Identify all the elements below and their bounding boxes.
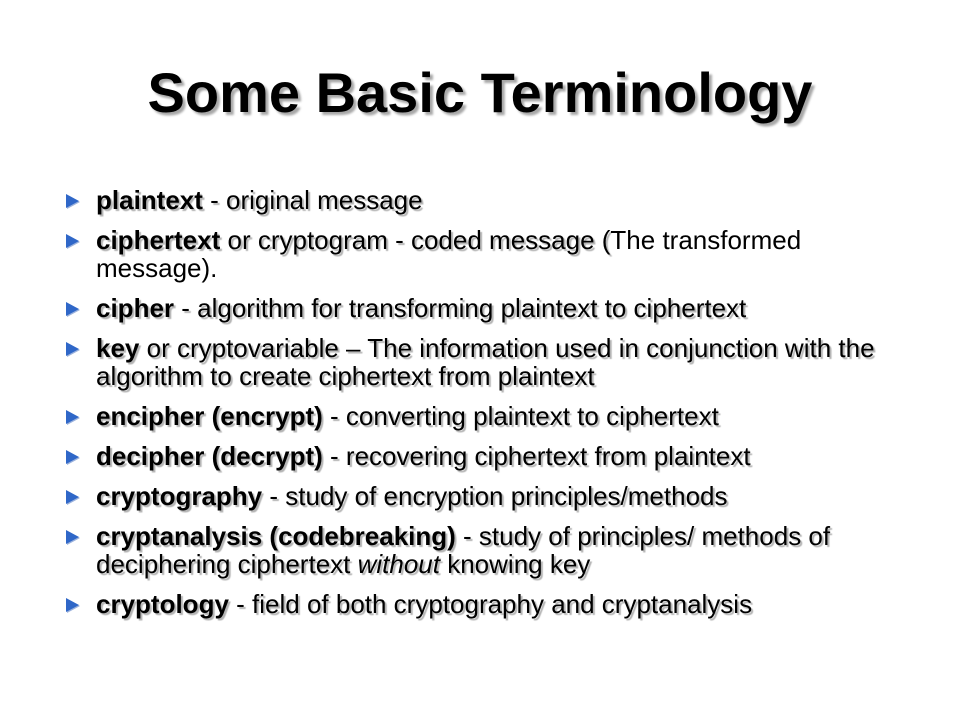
definition: - original message bbox=[202, 185, 423, 215]
definition: - recovering ciphertext from plaintext bbox=[322, 441, 751, 471]
definition-tail: knowing key bbox=[440, 549, 591, 579]
term: encipher (encrypt) bbox=[96, 401, 323, 431]
terminology-list bbox=[62, 186, 912, 630]
list-item-cryptography bbox=[62, 482, 912, 510]
definition: - study of principles/ methods of deciphering ciphertext bbox=[96, 521, 831, 579]
arrow-bullet-icon bbox=[66, 530, 79, 544]
arrow-bullet-icon bbox=[66, 490, 79, 504]
term: ciphertext bbox=[96, 225, 221, 255]
arrow-bullet-icon bbox=[66, 194, 79, 208]
arrow-bullet-icon bbox=[66, 410, 79, 424]
list-item-cryptanalysis bbox=[62, 522, 912, 578]
definition: - field of both cryptography and cryptanalysis bbox=[228, 589, 753, 619]
definition-note: The transformed message). bbox=[96, 225, 802, 283]
term: cryptanalysis (codebreaking) bbox=[96, 521, 456, 551]
definition: - study of encryption principles/methods bbox=[262, 481, 728, 511]
list-item-cryptology bbox=[62, 590, 912, 618]
list-item-cipher bbox=[62, 294, 912, 322]
definition: or cryptovariable – The information used in conjunction with the algorithm to create ciphertext from plaintext bbox=[96, 333, 875, 391]
term: key bbox=[96, 333, 140, 363]
arrow-bullet-icon bbox=[66, 342, 79, 356]
arrow-bullet-icon bbox=[66, 234, 79, 248]
list-item-decipher bbox=[62, 442, 912, 470]
definition: or cryptogram - coded message ( bbox=[220, 225, 611, 255]
slide-title: Some Basic Terminology bbox=[147, 61, 813, 124]
term: decipher (decrypt) bbox=[96, 441, 323, 471]
definition: - converting plaintext to ciphertext bbox=[322, 401, 719, 431]
arrow-bullet-icon bbox=[66, 598, 79, 612]
arrow-bullet-icon bbox=[66, 302, 79, 316]
definition: - algorithm for transforming plaintext to ciphertext bbox=[174, 293, 747, 323]
term: cipher bbox=[96, 293, 175, 323]
list-item-encipher bbox=[62, 402, 912, 430]
list-item-plaintext bbox=[62, 186, 912, 214]
list-item-ciphertext bbox=[62, 226, 912, 282]
emphasis: without bbox=[357, 549, 440, 579]
arrow-bullet-icon bbox=[66, 450, 79, 464]
term: cryptography bbox=[96, 481, 263, 511]
list-item-key bbox=[62, 334, 912, 390]
term: plaintext bbox=[96, 185, 203, 215]
term: cryptology bbox=[96, 589, 229, 619]
